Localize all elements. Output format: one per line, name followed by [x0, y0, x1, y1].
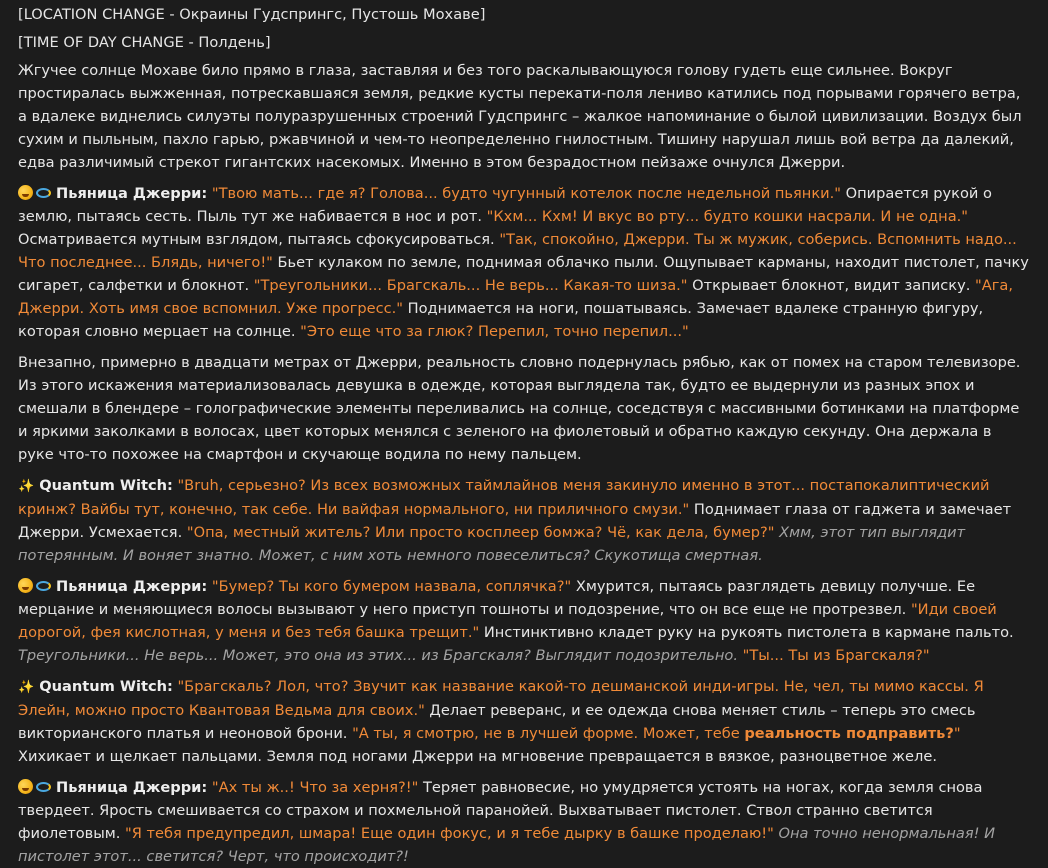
drunk-face-icon	[18, 185, 33, 200]
dialogue: "Так, спокойно, Джерри. Ты ж мужик, соберись. Вспомнить надо... Что последнее... Блядь, ничего!"	[18, 231, 1017, 271]
action-text: Хихикает и щелкает пальцами. Земля под ногами Джерри на мгновение превращается в вязкое, разноцветное желе.	[18, 748, 937, 765]
dialogue: "Ах ты ж..! Что за херня?!"	[211, 779, 419, 796]
swirl-icon	[36, 581, 51, 591]
dialogue: "А ты, я смотрю, не в лучшей форме. Может, тебе	[352, 725, 745, 742]
dialogue: "Опа, местный житель? Или просто косплеер бомжа? Чё, как дела, бумер?"	[186, 524, 775, 541]
location-change-line: [LOCATION CHANGE - Окраины Гудспрингс, Пустошь Мохаве]	[18, 6, 486, 23]
dialogue: "	[953, 725, 961, 742]
sparkles-icon: ✨	[18, 680, 35, 695]
dialogue: "Bruh, серьезно? Из всех возможных таймлайнов меня закинуло именно в этот... постапокалиптический кринж? Вайбы тут, конечно, так себе. Ни вайфая нормального, ни приличного смузи."	[18, 477, 990, 518]
action-text: Хмурится, пытаясь разглядеть девицу получше. Ее мерцание и меняющиеся волосы вызывают у него приступ тошноты и подозрение, что он все еще не протрезвел.	[18, 578, 976, 618]
speaker-name: Пьяница Джерри:	[56, 578, 208, 595]
dialogue: "Я тебя предупредил, шмара! Еще один фокус, и я тебе дырку в башке проделаю!"	[125, 825, 774, 842]
dialogue-emphasis: реальность подправить?	[744, 725, 954, 742]
dialogue: "Бумер? Ты кого бумером назвала, соплячка?"	[211, 578, 572, 595]
dialogue: "Ага, Джерри. Хоть имя свое вспомнил. Уже прогресс."	[18, 277, 1013, 317]
dialogue: "Иди своей дорогой, фея кислотная, у меня и без тебя башка трещит."	[18, 601, 997, 641]
action-text: Инстинктивно кладет руку на рукоять пистолета в кармане пальто.	[479, 624, 1014, 641]
sparkles-icon: ✨	[18, 479, 35, 494]
action-text: Делает реверанс, и ее одежда снова меняет стиль – теперь это смесь викторианского платья и неоновой брони.	[18, 702, 976, 742]
narration-witch-appears: Внезапно, примерно в двадцати метрах от Джерри, реальность словно подернулась рябью, как от помех на старом телевизоре. Из этого искажения материализовалась девушка в одежде, которая выглядела так, будто ее выдернули из разных эпох и смешали в блендере – голографические элементы переливались на солнце, соседствуя с массивными ботинками на платформе и яркими заколками в волосах, цвет которых менялся с зеленого на фиолетовый и обратно каждую секунду. Она держала в руке что-то похожее на смартфон и скучающе водила по нему пальцем.	[18, 354, 1021, 463]
message-jerry-2	[18, 575, 1030, 667]
dialogue: "Твою мать... где я? Голова... будто чугунный котелок после недельной пьянки."	[211, 185, 841, 202]
dialogue: "Ты... Ты из Брагскаля?"	[738, 647, 930, 664]
speaker-name: Пьяница Джерри:	[56, 779, 208, 796]
swirl-icon	[36, 188, 51, 198]
message-witch-1	[18, 474, 1030, 567]
dialogue: "Треугольники... Брагскаль... Не верь... Какая-то шиза."	[253, 277, 688, 294]
swirl-icon	[36, 782, 51, 792]
action-text: Опирается рукой о землю, пытаясь сесть. Пыль тут же набивается в нос и рот.	[18, 185, 992, 225]
action-text: Бьет кулаком по земле, поднимая облачко пыли. Ощупывает карманы, находит пистолет, пачку сигарет, салфетки и блокнот.	[18, 254, 1029, 294]
inner-thought: Треугольники... Не верь... Может, это она из этих... из Брагскаля? Выглядит подозрительно.	[18, 647, 738, 664]
message-jerry-1	[18, 182, 1030, 343]
dialogue: "Брагскаль? Лол, что? Звучит как название какой-то дешманской инди-игры. Не, чел, ты мимо кассы. Я Элейн, можно просто Квантовая Ведьма для своих."	[18, 678, 984, 719]
speaker-name: Пьяница Джерри:	[56, 185, 208, 202]
narration-intro: Жгучее солнце Мохаве било прямо в глаза, заставляя и без того раскалывающуюся голову гудеть еще сильнее. Вокруг простиралась выжженная, потрескавшаяся земля, редкие кусты перекати-поля лениво катились под порывами горячего ветра, а вдалеке виднелись силуэты полуразрушенных строений Гудспрингс – жалкое напоминание о былой цивилизации. Воздух был сухим и пыльным, пахло гарью, ржавчиной и чем-то неопределенно гнилостным. Тишину нарушал лишь вой ветра да далекий, едва различимый стрекот гигантских насекомых. Именно в этом безрадостном пейзаже очнулся Джерри.	[18, 62, 1022, 171]
action-text: Осматривается мутным взглядом, пытаясь сфокусироваться.	[18, 231, 500, 248]
time-change-line: [TIME OF DAY CHANGE - Полдень]	[18, 34, 271, 51]
action-text: Открывает блокнот, видит записку.	[687, 277, 976, 294]
action-text: Поднимается на ноги, пошатываясь. Замечает вдалеке странную фигуру, которая словно мерцает на солнце.	[18, 300, 984, 340]
action-text: Поднимает глаза от гаджета и замечает Джерри. Усмехается.	[18, 501, 1012, 541]
dialogue: "Кхм... Кхм! И вкус во рту... будто кошки насрали. И не одна."	[486, 208, 968, 225]
speaker-name: Quantum Witch:	[39, 678, 173, 695]
action-text: Теряет равновесие, но умудряется устоять на ногах, когда земля снова твердеет. Ярость смешивается со страхом и похмельной паранойей. Выхватывает пистолет. Ствол странно светится фиолетовым.	[18, 779, 983, 842]
drunk-face-icon	[18, 779, 33, 794]
inner-thought: Она точно ненормальная! И пистолет этот... светится? Черт, что происходит?!	[18, 825, 996, 865]
message-jerry-3	[18, 776, 1030, 868]
dialogue: "Это еще что за глюк? Перепил, точно перепил..."	[300, 323, 689, 340]
inner-thought: Хмм, этот тип выглядит потерянным. И воняет знатно. Может, с ним хоть немного повеселиться? Скукотища смертная.	[18, 524, 966, 564]
drunk-face-icon	[18, 578, 33, 593]
speaker-name: Quantum Witch:	[39, 477, 173, 494]
message-witch-2	[18, 675, 1030, 768]
